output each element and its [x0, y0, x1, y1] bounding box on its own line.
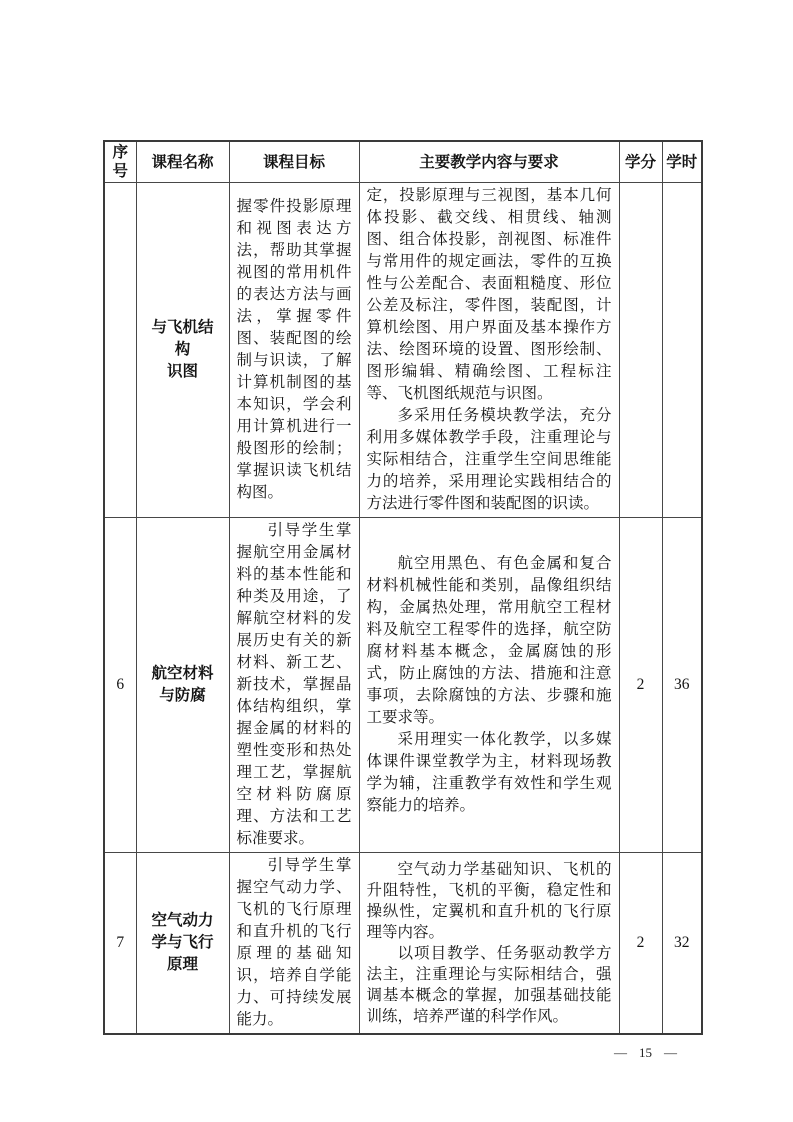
content-paragraph: 航空用黑色、有色金属和复合材料机械性能和类别，晶像组织结构，金属热处理，常用航空工程材料及航空工程零件的选择，航空防腐材料基本概念，金属腐蚀的形式，防止腐蚀的方法、措施和注意事项，去除腐蚀的方法、步骤和施工要求等。 [366, 555, 612, 726]
page-footer [614, 1045, 677, 1061]
course-name-line: 构 [174, 341, 191, 358]
cell-hours [662, 183, 702, 518]
cell-main-content [359, 853, 619, 1035]
cell-credits: 2 [619, 853, 662, 1035]
course-name-line: 航空材料 [151, 665, 214, 682]
objective-paragraph: 引导学生掌握空气动力学、飞机的飞行原理和直升机的飞行原理的基础知识，培养自学能力、可持续发展能力。 [236, 857, 352, 1028]
cell-credits: 2 [619, 518, 662, 853]
header-credits: 学分 [619, 141, 662, 183]
header-main-content: 主要教学内容与要求 [359, 141, 619, 183]
header-course-objective: 课程目标 [229, 141, 359, 183]
header-serial-number: 序号 [104, 141, 136, 183]
cell-credits [619, 183, 662, 518]
table-row-flight-structure-drawing [104, 183, 702, 518]
cell-main-content [359, 518, 619, 853]
course-name-line: 与防腐 [159, 687, 206, 704]
content-paragraph: 以项目教学、任务驱动教学方法主，注重理论与实际相结合，强调基本概念的掌握，加强基础技能训练，培养严谨的科学作风。 [366, 945, 612, 1025]
page-number: 15 [639, 1045, 652, 1060]
course-name-line: 与飞机结 [151, 319, 214, 336]
cell-hours: 36 [662, 518, 702, 853]
cell-course-objective [229, 853, 359, 1035]
course-name-line: 空气动力 [151, 912, 214, 929]
cell-course-objective [229, 518, 359, 853]
content-paragraph: 定，投影原理与三视图，基本几何体投影、截交线、相贯线、轴测图、组合体投影，剖视图、标准件与常用件的规定画法，零件的互换性与公差配合、表面粗糙度、形位公差及标注，零件图，装配图，计算机绘图、用户界面及基本操作方法、绘图环境的设置、图形绘制、图形编辑、精确绘图、工程标注等、飞机图纸规范与识图。 [366, 187, 612, 402]
cell-course-name [136, 518, 229, 853]
content-paragraph: 多采用任务模块教学法，充分利用多媒体教学手段，注重理论与实际相结合，注重学生空间思维能力的培养，采用理论实践相结合的方法进行零件图和装配图的识读。 [366, 407, 612, 512]
content-paragraph: 空气动力学基础知识、飞机的升阻特性，飞机的平衡，稳定性和操纵性，定翼机和直升机的飞行原理等内容。 [366, 861, 612, 941]
cell-main-content [359, 183, 619, 518]
footer-right-dash: — [664, 1045, 677, 1060]
cell-course-objective [229, 183, 359, 518]
header-course-name: 课程名称 [136, 141, 229, 183]
course-name-line: 识图 [166, 363, 198, 380]
cell-serial-number: 7 [104, 853, 136, 1035]
course-name-line: 原理 [166, 956, 198, 973]
objective-paragraph: 引导学生掌握航空用金属材料的基本性能和种类及用途，了解航空材料的发展历史有关的新材料、新工艺、新技术，掌握晶体结构组织，掌握金属的材料的塑性变形和热处理工艺，掌握航空材料防腐原理、方法和工艺标准要求。 [236, 522, 352, 847]
content-paragraph: 采用理实一体化教学，以多媒体课件课堂教学为主，材料现场教学为辅，注重教学有效性和学生观察能力的培养。 [366, 731, 612, 814]
cell-hours: 32 [662, 853, 702, 1035]
header-hours: 学时 [662, 141, 702, 183]
table-row-aerodynamics-flight-principles [104, 853, 702, 1035]
footer-left-dash: — [614, 1045, 627, 1060]
course-table [103, 140, 703, 1035]
table-header-row [104, 141, 702, 183]
cell-course-name [136, 853, 229, 1035]
table-row-aviation-materials [104, 518, 702, 853]
cell-course-name [136, 183, 229, 518]
cell-serial-number: 6 [104, 518, 136, 853]
course-name-line: 学与飞行 [151, 934, 214, 951]
objective-paragraph: 握零件投影原理和视图表达方法，帮助其掌握视图的常用机件的表达方法与画法，掌握零件图、装配图的绘制与识读，了解计算机制图的基本知识，学会利用计算机进行一般图形的绘制；掌握识读飞机结构图。 [236, 198, 352, 501]
cell-serial-number [104, 183, 136, 518]
